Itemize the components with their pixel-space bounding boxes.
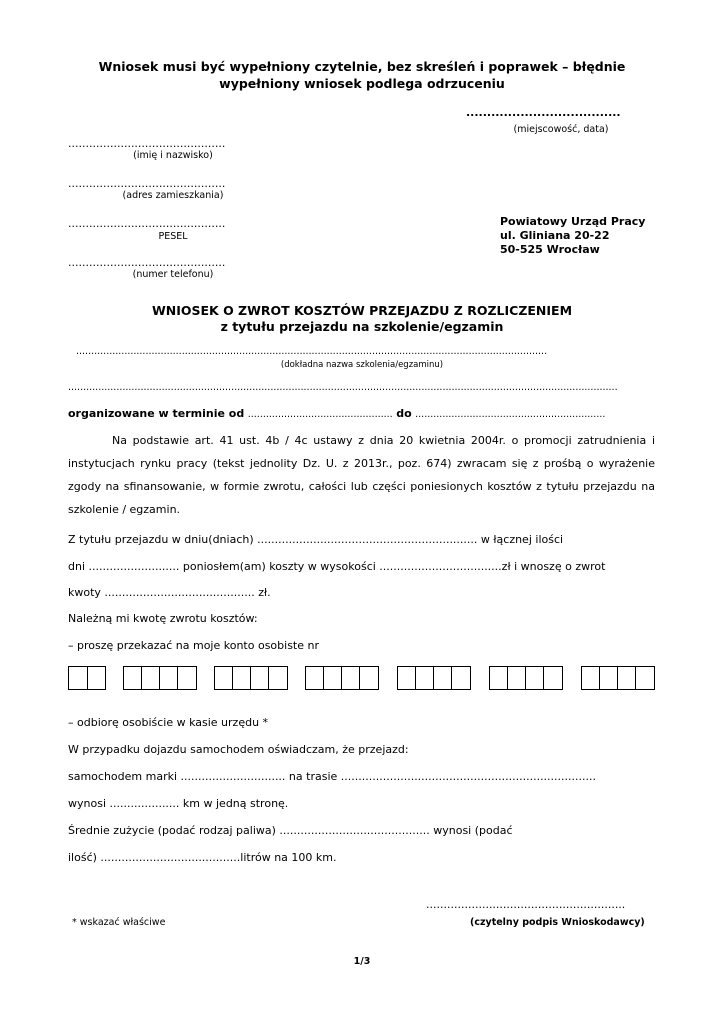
account-group-4[interactable] [305, 666, 379, 690]
account-group-6[interactable] [489, 666, 563, 690]
account-group-7[interactable] [581, 666, 655, 690]
car-line-3[interactable]: Średnie zużycie (podać rodzaj paliwa) ........................................... wynosi (podać [68, 824, 513, 837]
term-middle: do [396, 407, 412, 420]
pesel-label: PESEL [158, 231, 188, 242]
form-subtitle: z tytułu przejazdu na szkolenie/egzamin [220, 319, 504, 334]
refund-option-account[interactable]: – proszę przekazać na moje konto osobiste nr [68, 639, 320, 652]
signature-label: (czytelny podpis Wnioskodawcy) [470, 917, 645, 928]
travel-line-1[interactable]: Z tytułu przejazdu w dniu(dniach) ............................................................... w łącznej ilości [68, 533, 564, 546]
training-name-field-2[interactable]: ...................................................................................................................................................................................... [68, 382, 618, 393]
refund-heading: Należną mi kwotę zwrotu kosztów: [68, 612, 258, 625]
account-group-2[interactable] [123, 666, 197, 690]
phone-label: (numer telefonu) [132, 269, 214, 280]
footnote: * wskazać właściwe [72, 917, 166, 928]
notice-line-2: wypełniony wniosek podlega odrzuceniu [219, 76, 505, 91]
pesel-field[interactable]: ............................................. [68, 217, 226, 230]
account-group-1[interactable] [68, 666, 106, 690]
place-date-label: (miejscowość, data) [513, 124, 609, 135]
office-name: Powiatowy Urząd Pracy [500, 215, 646, 228]
name-field[interactable]: ............................................. [68, 137, 226, 150]
car-intro: W przypadku dojazdu samochodem oświadczam, że przejazd: [68, 743, 409, 756]
travel-line-3[interactable]: kwoty ........................................... zł. [68, 586, 271, 599]
place-date-field[interactable]: ..................................... [466, 106, 621, 119]
phone-field[interactable]: ............................................. [68, 256, 226, 269]
office-city: 50-525 Wrocław [500, 243, 600, 256]
page-number: 1/3 [353, 956, 371, 967]
travel-line-2[interactable]: dni .......................... poniosłem(am) koszty w wysokości ...................................zł i wnoszę o zwrot [68, 560, 606, 573]
office-street: ul. Gliniana 20-22 [500, 229, 610, 242]
car-line-2[interactable]: wynosi .................... km w jedną stronę. [68, 797, 289, 810]
account-group-3[interactable] [214, 666, 288, 690]
car-line-1[interactable]: samochodem marki .............................. na trasie ......................................................................... [68, 770, 597, 783]
training-name-label: (dokładna nazwa szkolenia/egzaminu) [280, 360, 444, 370]
signature-field[interactable]: ......................................................... [426, 898, 626, 911]
term-to-field[interactable]: ............................................................... [415, 409, 606, 420]
training-name-field[interactable]: ............................................................................................................................................................ [76, 346, 548, 357]
term-row [68, 407, 658, 420]
address-label: (adres zamieszkania) [122, 190, 224, 201]
form-title: WNIOSEK O ZWROT KOSZTÓW PRZEJAZDU Z ROZLICZENIEM [151, 303, 573, 318]
term-prefix: organizowane w terminie od [68, 407, 245, 420]
term-from-field[interactable]: ................................................ [247, 409, 393, 420]
notice-line-1: Wniosek musi być wypełniony czytelnie, bez skreśleń i poprawek – błędnie [98, 59, 626, 74]
name-label: (imię i nazwisko) [133, 150, 213, 161]
refund-option-cash[interactable]: – odbiorę osobiście w kasie urzędu * [68, 716, 269, 729]
address-field[interactable]: ............................................. [68, 177, 226, 190]
account-group-5[interactable] [397, 666, 471, 690]
legal-paragraph: Na podstawie art. 41 ust. 4b / 4c ustawy z dnia 20 kwietnia 2004r. o promocji zatrudnienia i instytucjach rynku pracy (tekst jednolity Dz. U. z 2013r., poz. 674) zwracam się z prośbą o wyrażenie zgody na sfinansowanie, w formie zwrotu, całości lub części poniesionych kosztów z tytułu przejazdu na szkolenie / egzamin. [68, 434, 655, 516]
car-line-4[interactable]: ilość) ........................................litrów na 100 km. [68, 851, 337, 864]
